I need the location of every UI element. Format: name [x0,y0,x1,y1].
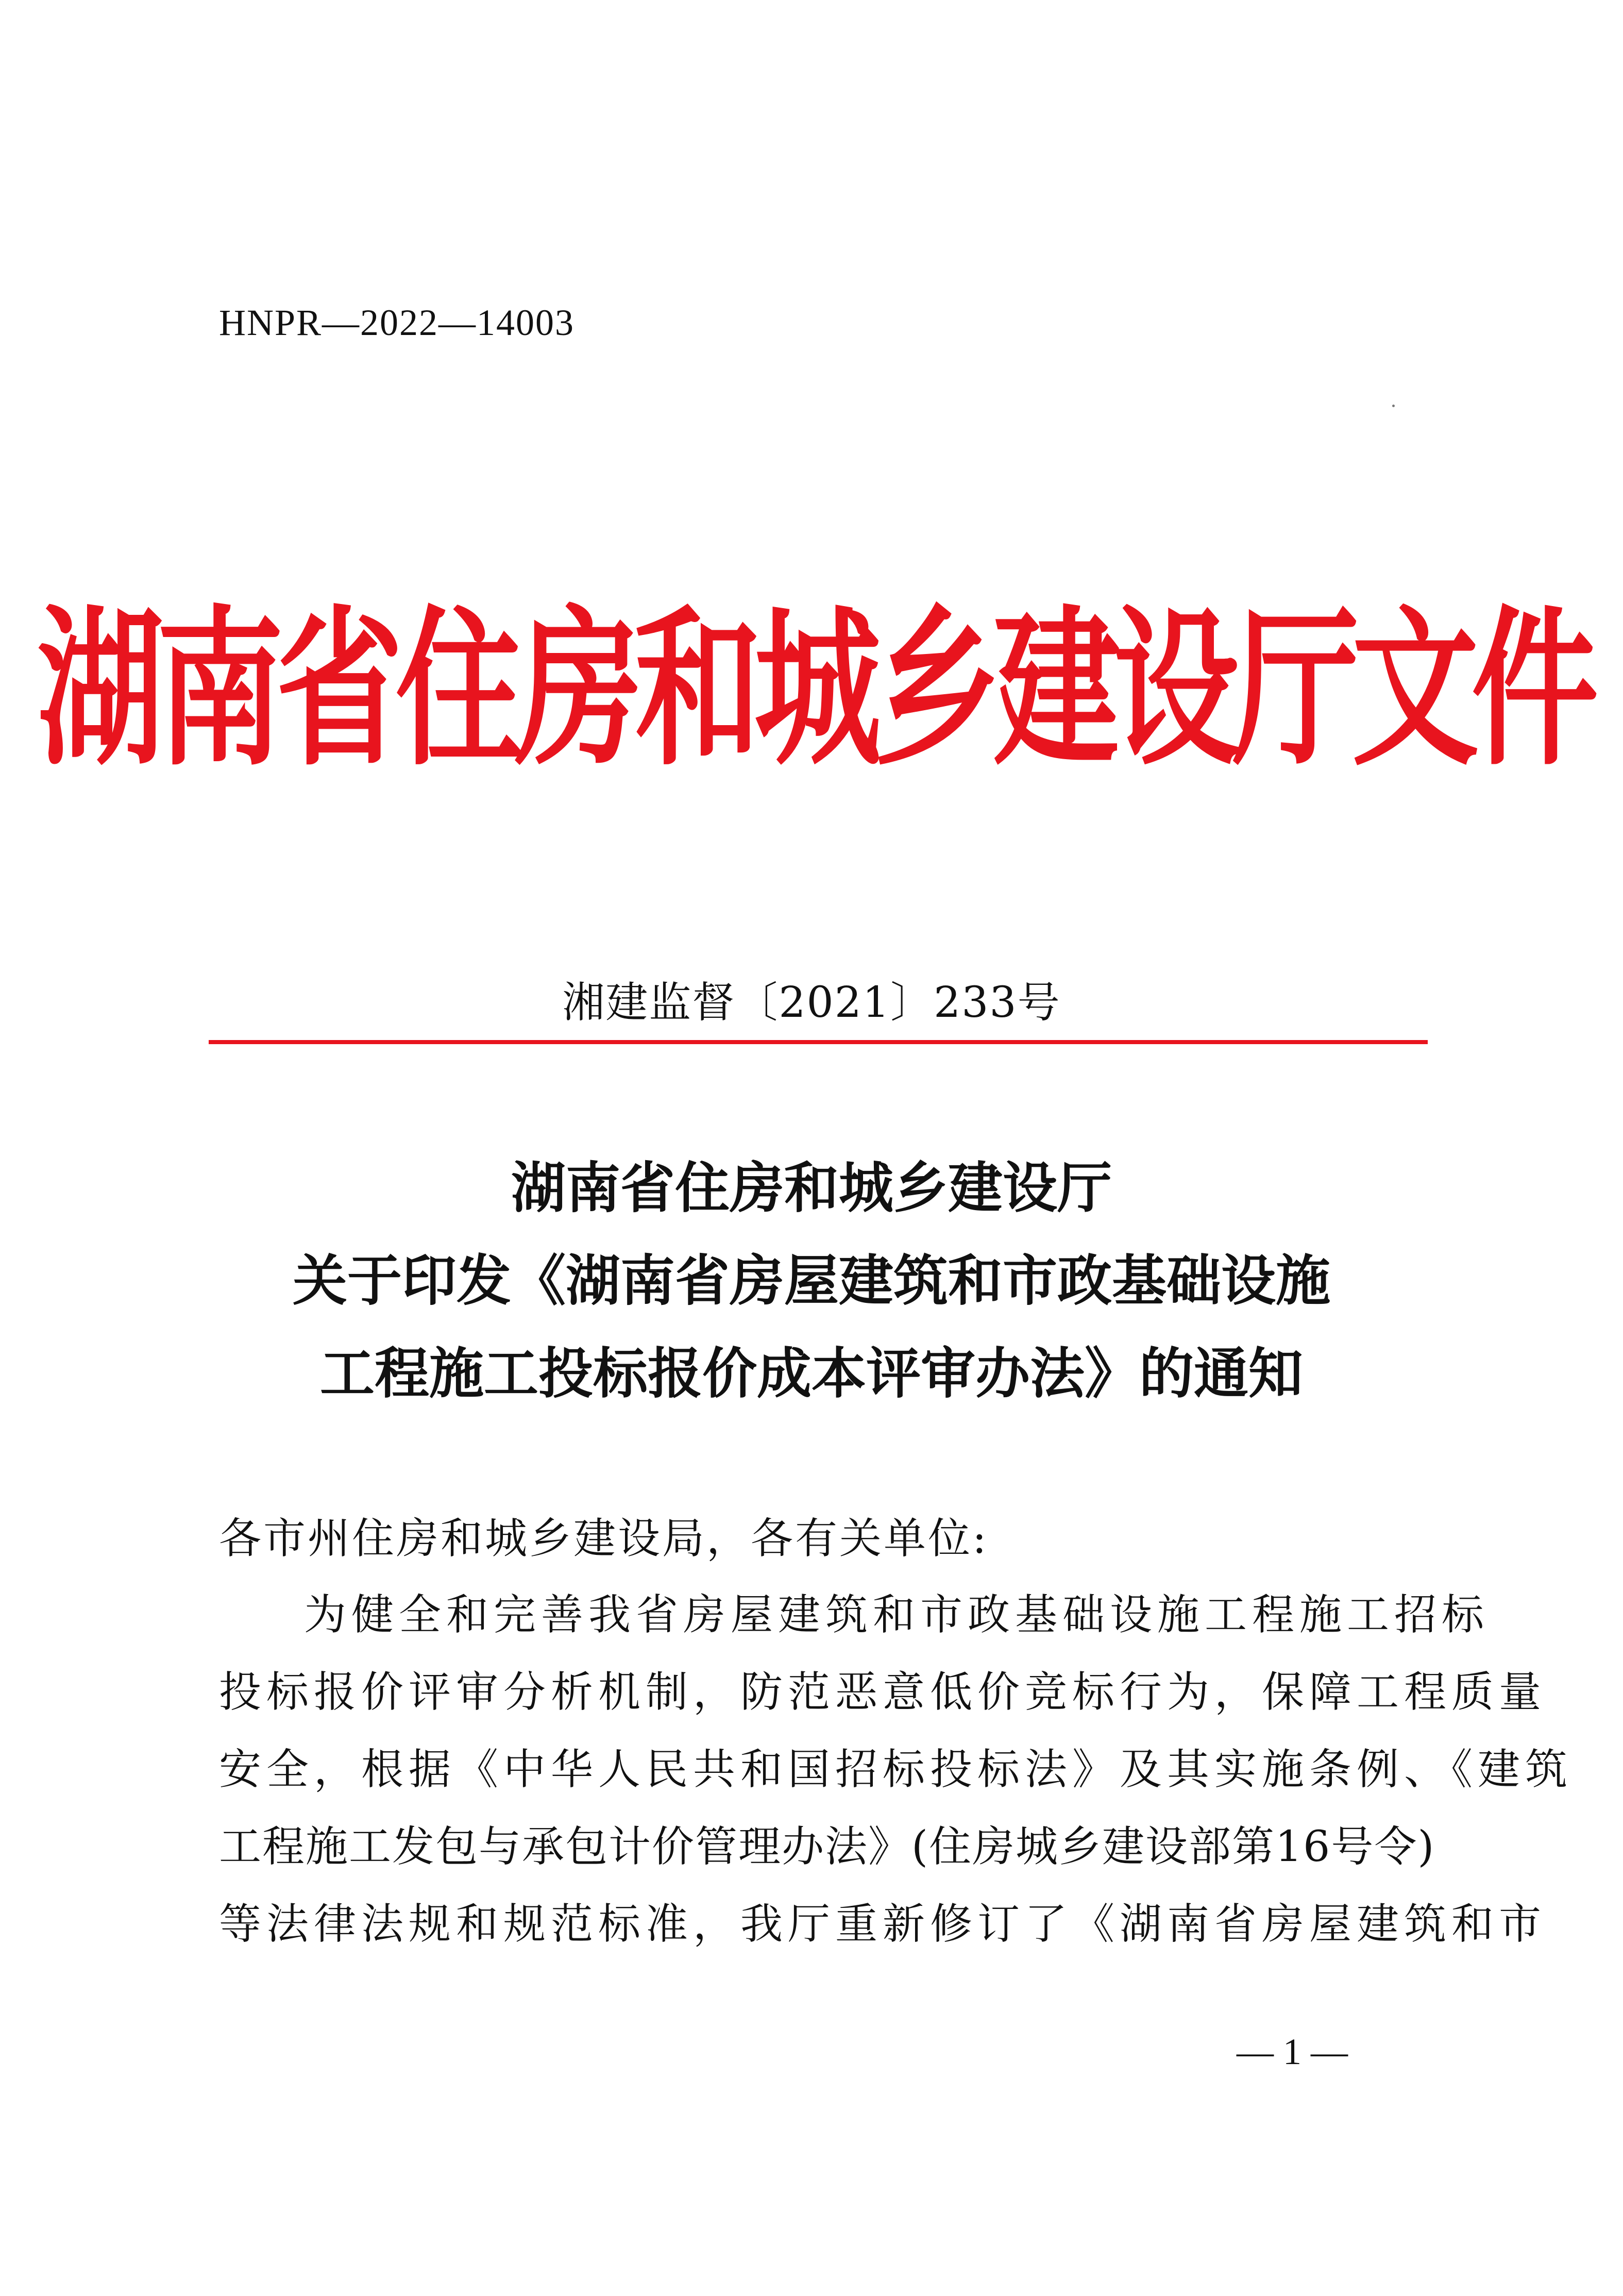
body-line-5: 等法律法规和规范标准，我厅重新修订了《湖南省房屋建筑和市 [219,1900,1547,1949]
body-line-2: 投标报价评审分析机制，防范恶意低价竞标行为，保障工程质量 [219,1668,1547,1717]
body-line-4: 工程施工发包与承包计价管理办法》(住房城乡建设部第16号令) [219,1822,1435,1871]
document-title [0,1142,1623,1420]
title-line-1: 湖南省住房和城乡建设厅 [511,1155,1112,1220]
title-line-3: 工程施工投标报价成本评审办法》的通知 [320,1341,1303,1405]
masthead-title: 湖南省住房和城乡建设厅文件 [37,591,1592,789]
page-number: — 1 — [1237,2031,1348,2072]
document-code: HNPR—2022—14003 [219,302,575,343]
body-line-1: 为健全和完善我省房屋建筑和市政基础设施工程施工招标 [304,1590,1490,1639]
title-line-2: 关于印发《湖南省房屋建筑和市政基础设施 [293,1248,1330,1313]
salutation: 各市州住房和城乡建设局，各有关单位: [219,1514,989,1563]
body-line-3: 安全，根据《中华人民共和国招标投标法》及其实施条例、《建筑 [219,1745,1573,1794]
document-number: 湘建监督〔2021〕233号 [562,978,1061,1027]
red-divider-line [209,1040,1428,1044]
stray-dot-mark [1392,405,1395,407]
